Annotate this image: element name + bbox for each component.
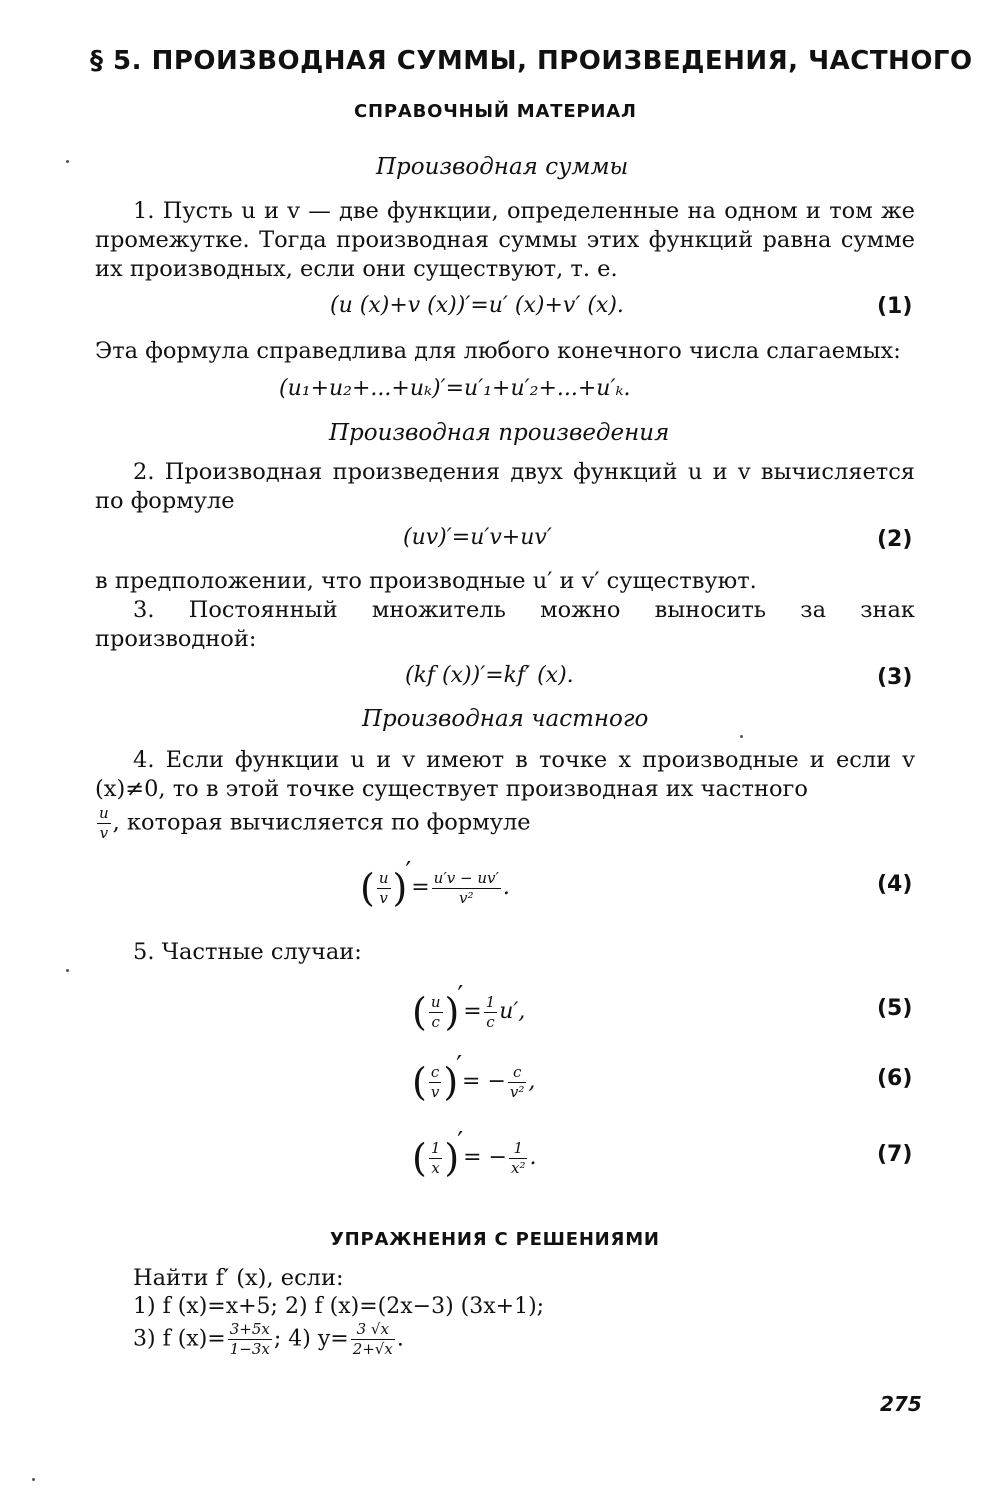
equation-4-number: (4): [877, 872, 913, 897]
paragraph-4: 4. Если функции u и v имеют в точке x производные и если v (x)≠0, то в этой точке существует производная их частного: [95, 747, 915, 802]
paragraph-3: 3. Постоянный множитель можно выносить за знак производной:: [95, 597, 915, 652]
equation-6: ( $\frac{c}{v}$ )′= − $\frac{c}{\text{v²}}$ ,: [412, 1051, 536, 1104]
equation-6-number: (6): [877, 1066, 913, 1091]
print-speck: [32, 1478, 35, 1481]
paragraph-2-condition: в предположении, что производные u′ и v′ существуют.: [95, 568, 757, 594]
paragraph-4-continued: $\frac{u}{v}$ , которая вычисляется по формуле: [99, 804, 531, 842]
inline-fraction-u-v: $\frac{u}{v}$: [99, 804, 109, 842]
page-title: § 5. ПРОИЗВОДНАЯ СУММЫ, ПРОИЗВЕДЕНИЯ, ЧАСТНОГО: [90, 46, 973, 76]
task-line-1: 1) f (x)=x+5; 2) f (x)=(2x−3) (3x+1);: [133, 1294, 545, 1319]
section-heading-quotient: Производная частного: [362, 706, 649, 732]
equation-1-number: (1): [877, 294, 913, 319]
paragraph-5: 5. Частные случаи:: [133, 939, 362, 965]
equation-sum-k: (u₁+u₂+...+uₖ)′=u′₁+u′₂+...+u′ₖ.: [279, 376, 631, 401]
equation-7-number: (7): [877, 1142, 913, 1167]
print-speck: [740, 735, 743, 738]
equation-7: ( $\frac{1}{x}$ )′= − $\frac{1}{\text{x²}}$ .: [412, 1127, 537, 1180]
section-heading-product: Производная произведения: [329, 420, 670, 446]
equation-5-number: (5): [877, 996, 913, 1021]
task-intro: Найти f′ (x), если:: [133, 1265, 344, 1291]
equation-2: (uv)′=u′v+uv′: [403, 525, 552, 550]
paragraph-1: 1. Пусть u и v — две функции, определенные на одном и том же промежутке. Тогда производная суммы этих функций равна сумме их производных, если они существуют, т. е.: [95, 198, 915, 282]
paragraph-2: 2. Производная произведения двух функций u и v вычисляется по формуле: [95, 459, 915, 514]
section-heading-sum: Производная суммы: [376, 154, 629, 180]
print-speck: [66, 160, 69, 163]
equation-4: ( $\frac{u}{v}$ )′= $\frac{u'v - uv'}{\text{v²}}$ .: [360, 857, 510, 910]
page-number: 275: [880, 1392, 922, 1416]
exercises-heading: УПРАЖНЕНИЯ С РЕШЕНИЯМИ: [330, 1229, 660, 1250]
task-line-2: 3) f (x)= $\frac{3+5x}{1-3x}$ ; 4) y= $\frac{3 √x}{2+√x}$ .: [133, 1320, 404, 1358]
reference-heading: СПРАВОЧНЫЙ МАТЕРИАЛ: [354, 101, 637, 122]
equation-3: (kf (x))′=kf′ (x).: [405, 663, 574, 688]
equation-3-number: (3): [877, 665, 913, 690]
paragraph-any-terms: Эта формула справедлива для любого конечного числа слагаемых:: [95, 338, 901, 364]
equation-1: (u (x)+v (x))′=u′ (x)+v′ (x).: [330, 293, 624, 318]
equation-5: ( $\frac{u}{c}$ )′= $\frac{1}{c}$ u′,: [412, 981, 526, 1034]
equation-2-number: (2): [877, 527, 913, 552]
print-speck: [66, 969, 69, 972]
